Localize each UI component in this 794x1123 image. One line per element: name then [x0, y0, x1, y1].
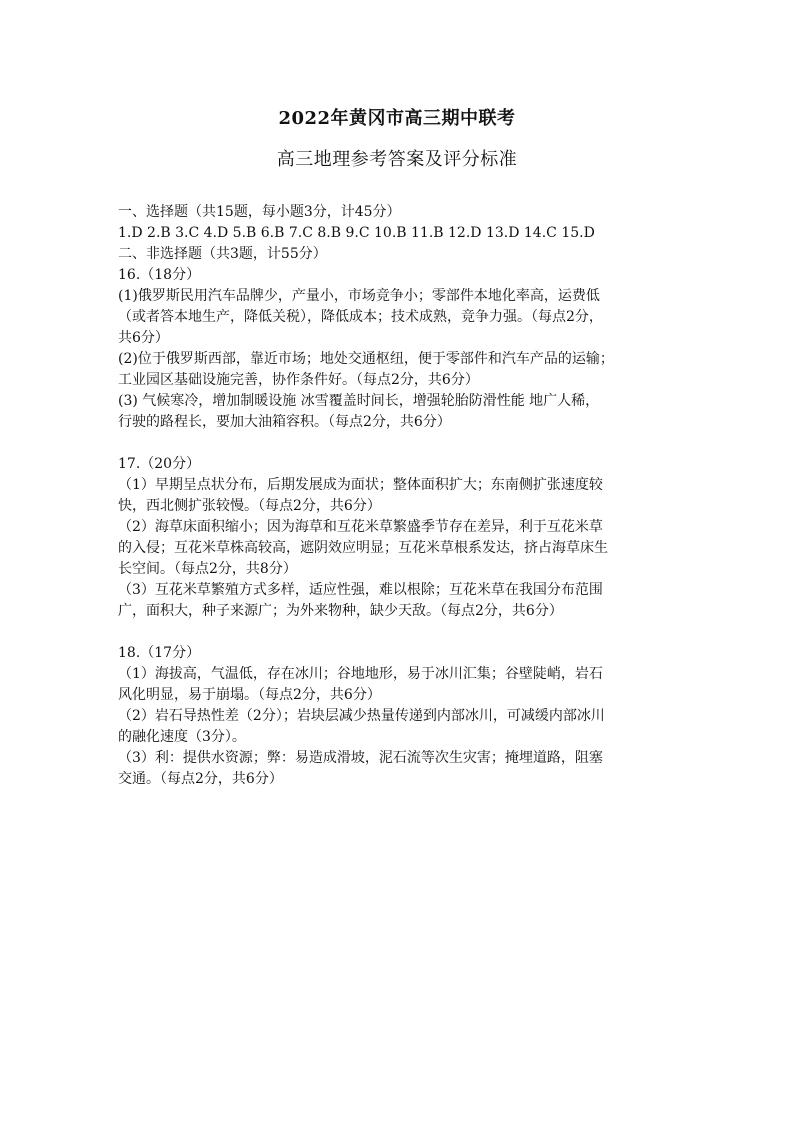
q17-line-2: 快，西北侧扩张较慢。（每点2分，共6分） [118, 498, 381, 514]
q17-line-4: 的入侵；互花米草株高较高，遮阴效应明显；互花米草根系发达，挤占海草床生 [118, 540, 608, 556]
q17-line-3: （2）海草床面积缩小；因为海草和互花米草繁盛季节存在差异，利于互花米草 [118, 519, 603, 535]
q16-line-4: (2)位于俄罗斯西部，靠近市场；地处交通枢纽，便于零部件和汽车产品的运输； [118, 351, 614, 367]
q18-line-3: （2）岩石导热性差（2分）；岩块层减少热量传递到内部冰川，可减缓内部冰川 [118, 708, 605, 724]
q17-line-6: （3）互花米草繁殖方式多样，适应性强，难以根除；互花米草在我国分布范围 [118, 582, 603, 598]
q17-line-7: 广，面积大，种子来源广；为外来物种，缺少天敌。（每点2分，共6分） [118, 603, 563, 619]
blank-line [118, 622, 686, 643]
q16-line-1: (1)俄罗斯民用汽车品牌少，产量小，市场竞争小；零部件本地化率高，运费低 [118, 288, 600, 304]
question-18-heading: 18.（17分） [118, 645, 201, 661]
q16-line-7: 行驶的路程长，要加大油箱容积。（每点2分，共6分） [118, 414, 451, 430]
q16-line-6: (3) 气候寒冷，增加制暖设施 冰雪覆盖时间长，增强轮胎防滑性能 地广人稀， [118, 393, 600, 409]
question-16-heading: 16.（18分） [118, 267, 201, 283]
section-heading-non-choice: 二、非选择题（共3题，计55分） [118, 246, 327, 262]
q16-line-3: 共6分） [118, 330, 169, 346]
q17-line-5: 长空间。（每点2分，共8分） [118, 561, 297, 577]
section-heading-choice: 一、选择题（共15题，每小题3分，计45分） [118, 204, 401, 220]
q18-line-6: 交通。（每点2分，共6分） [118, 771, 283, 787]
q18-line-5: （3）利：提供水资源；弊：易造成滑坡，泥石流等次生灾害；掩埋道路，阻塞 [118, 750, 603, 766]
answer-content [118, 202, 686, 790]
document-subtitle: 高三地理参考答案及评分标准 [276, 149, 518, 170]
q17-line-1: （1）早期呈点状分布，后期发展成为面状；整体面积扩大；东南侧扩张速度较 [118, 477, 603, 493]
q18-line-4: 的融化速度（3分）。 [118, 729, 246, 745]
q16-line-5: 工业园区基础设施完善，协作条件好。（每点2分，共6分） [118, 372, 479, 388]
question-17-heading: 17.（20分） [118, 456, 201, 472]
blank-line [118, 433, 686, 454]
document-title: 2022年黄冈市高三期中联考 [278, 108, 516, 129]
q18-line-1: （1）海拔高，气温低，存在冰川；谷地地形，易于冰川汇集；谷壁陡峭，岩石 [118, 666, 603, 682]
q18-line-2: 风化明显，易于崩塌。（每点2分，共6分） [118, 687, 381, 703]
q16-line-2: （或者答本地生产，降低关税），降低成本；技术成熟，竞争力强。（每点2分， [118, 309, 603, 325]
choice-answers: 1.D 2.B 3.C 4.D 5.B 6.B 7.C 8.B 9.C 10.B 11.B 12.D 13.D 14.C 15.D [118, 225, 595, 241]
